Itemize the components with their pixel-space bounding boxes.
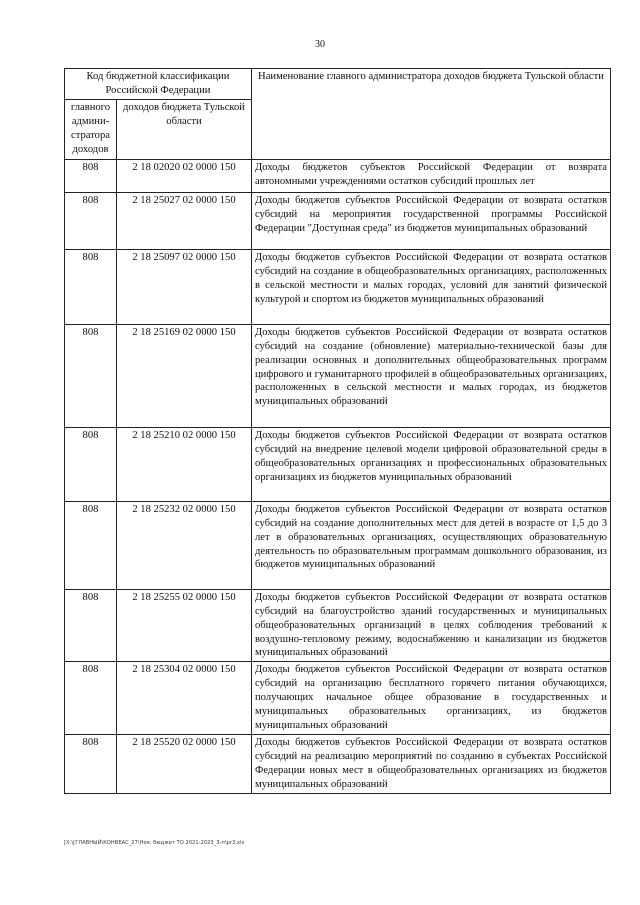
table-row [65, 589, 611, 662]
income-name-cell: Доходы бюджетов субъектов Российской Федерации от возврата автономными учреждениями остатков субсидий прошлых лет [252, 159, 611, 192]
income-code-cell: 2 18 25210 02 0000 150 [117, 427, 252, 501]
income-name-cell: Доходы бюджетов субъектов Российской Федерации от возврата остатков субсидий на реализацию мероприятий по созданию в субъектах Российской Федерации новых мест в общеобразовательных организациях из бюджетов муниципальных образований [252, 734, 611, 793]
table-row [65, 662, 611, 735]
file-path-footer: [X:\[ГЛАВНЫЙ\КОНВЕАС_27\Ноя. бюджет ТО 2021-2023_3-п\pr3.xls [64, 840, 245, 846]
income-code-cell: 2 18 25232 02 0000 150 [117, 501, 252, 589]
income-code-cell: 2 18 25169 02 0000 150 [117, 324, 252, 427]
income-code-cell: 2 18 25304 02 0000 150 [117, 662, 252, 735]
administrator-code-cell: 808 [65, 589, 117, 662]
income-name-cell: Доходы бюджетов субъектов Российской Федерации от возврата остатков субсидий на внедрение целевой модели цифровой образовательной среды в общеобразовательных организациях и профессиональных образовательных организациях из бюджетов муниципальных образований [252, 427, 611, 501]
income-name-cell: Доходы бюджетов субъектов Российской Федерации от возврата остатков субсидий на благоустройство зданий государственных и муниципальных общеобразовательных организаций в целях соблюдения требований к воздушно-тепловому режиму, водоснабжению и канализации из бюджетов муниципальных образований [252, 589, 611, 662]
table-header-row [65, 69, 611, 100]
administrator-code-cell: 808 [65, 192, 117, 249]
administrator-code-cell: 808 [65, 734, 117, 793]
income-code-cell: 2 18 02020 02 0000 150 [117, 159, 252, 192]
administrator-code-cell: 808 [65, 662, 117, 735]
table-row [65, 249, 611, 324]
administrator-code-cell: 808 [65, 324, 117, 427]
income-name-cell: Доходы бюджетов субъектов Российской Федерации от возврата остатков субсидий на создание (обновление) материально-технической базы для реализации основных и дополнительных общеобразовательных программ цифрового и гуманитарного профилей в общеобразовательных организациях, расположенных в сельской местности и малых городах, из бюджетов муниципальных образований [252, 324, 611, 427]
administrator-code-cell: 808 [65, 501, 117, 589]
table-row [65, 192, 611, 249]
table-row [65, 427, 611, 501]
revenue-administrators-table [64, 68, 611, 794]
income-name-cell: Доходы бюджетов субъектов Российской Федерации от возврата остатков субсидий на создание в общеобразовательных организациях, расположенных в сельской местности и малых городах, условий для занятий физической культурой и спортом из бюджетов муниципальных образований [252, 249, 611, 324]
administrator-code-cell: 808 [65, 427, 117, 501]
table-row [65, 159, 611, 192]
income-code-cell: 2 18 25097 02 0000 150 [117, 249, 252, 324]
income-code-cell: 2 18 25520 02 0000 150 [117, 734, 252, 793]
income-code-cell: 2 18 25255 02 0000 150 [117, 589, 252, 662]
administrator-name-header: Наименование главного администратора доходов бюджета Тульской области [252, 69, 611, 160]
administrator-code-cell: 808 [65, 159, 117, 192]
income-name-cell: Доходы бюджетов субъектов Российской Федерации от возврата остатков субсидий на мероприятия государственной программы Российской Федерации "Доступная среда" из бюджетов муниципальных образований [252, 192, 611, 249]
chief-administrator-subheader: главного админи-стратора доходов [65, 99, 117, 159]
table-row [65, 324, 611, 427]
table-row [65, 501, 611, 589]
administrator-code-cell: 808 [65, 249, 117, 324]
income-name-cell: Доходы бюджетов субъектов Российской Федерации от возврата остатков субсидий на организацию бесплатного горячего питания обучающихся, получающих начальное общее образование в государственных и муниципальных образовательных организациях, из бюджетов муниципальных образований [252, 662, 611, 735]
budget-classification-code-header: Код бюджетной классификации Российской Федерации [65, 69, 252, 100]
income-code-cell: 2 18 25027 02 0000 150 [117, 192, 252, 249]
page-number: 30 [315, 39, 325, 50]
table-row [65, 734, 611, 793]
regional-budget-income-subheader: доходов бюджета Тульской области [117, 99, 252, 159]
income-name-cell: Доходы бюджетов субъектов Российской Федерации от возврата остатков субсидий на создание дополнительных мест для детей в возрасте от 1,5 до 3 лет в образовательных организациях, осуществляющих образовательную деятельность по образовательным программам дошкольного образования, из бюджетов муниципальных образований [252, 501, 611, 589]
